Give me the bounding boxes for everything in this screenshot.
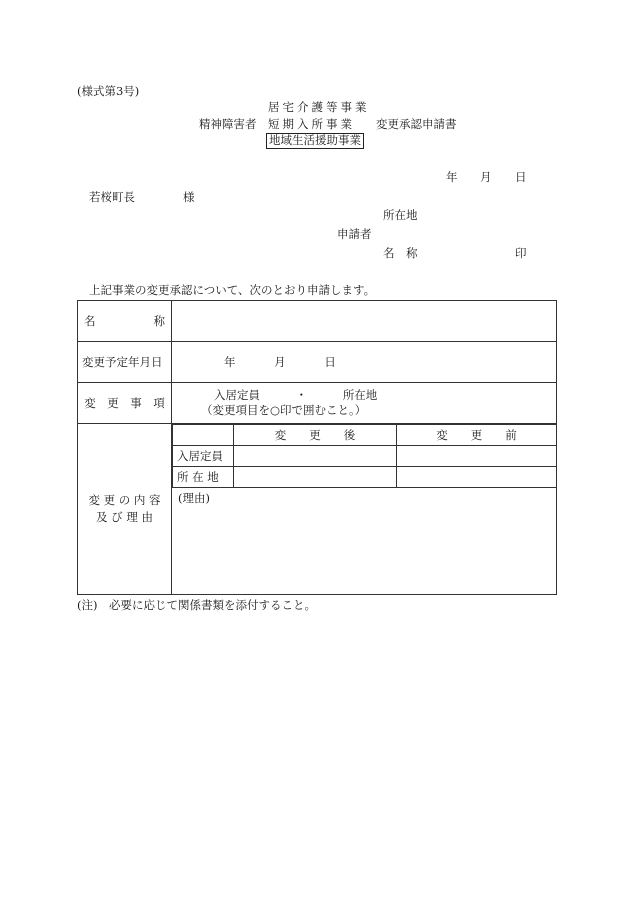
title-applicant-type: 精神障害者 (199, 117, 257, 131)
detail-label-line2: 及 び 理 由 (96, 510, 153, 524)
item-option-address: 所在地 (342, 388, 378, 402)
reason-label: (理由) (178, 491, 210, 505)
col-before-header: 変 更 前 (397, 425, 557, 446)
item-option-capacity: 入居定員 (214, 388, 260, 402)
capacity-before-cell[interactable] (397, 446, 557, 467)
change-date-year: 年 (224, 355, 236, 369)
seal-mark: 印 (515, 246, 527, 260)
col-after-header: 変 更 後 (234, 425, 397, 446)
date-year: 年 (446, 170, 458, 184)
change-item-label: 変 更 事 項 (84, 396, 165, 410)
title-suffix: 変更承認申請書 (376, 117, 457, 131)
applicant-label: 申請者 (337, 227, 372, 241)
name-value-cell[interactable] (172, 301, 557, 342)
applicant-address-label: 所在地 (383, 208, 418, 222)
title-service-community-support: 地域生活援助事業 (266, 133, 364, 149)
name-label-b: 称 (153, 314, 165, 328)
change-date-label: 変更予定年月日 (82, 355, 163, 369)
change-date-day: 日 (324, 355, 336, 369)
change-date-month: 月 (274, 355, 286, 369)
address-before-cell[interactable] (397, 467, 557, 488)
name-label-cell (78, 301, 172, 342)
applicant-name-label: 名 称 (383, 246, 418, 260)
change-date-value-cell[interactable] (172, 342, 557, 383)
application-table (77, 300, 557, 595)
row-address-label: 所 在 地 (173, 467, 234, 488)
title-service-short-stay: 短期入所事業 (268, 117, 355, 131)
footnote: (注) 必要に応じて関係書類を添付すること。 (77, 598, 316, 612)
address-after-cell[interactable] (234, 467, 397, 488)
addressee-honorific: 様 (183, 190, 195, 204)
detail-label-cell (78, 424, 172, 595)
form-number: (様式第3号) (77, 84, 140, 98)
change-item-value-cell[interactable] (172, 383, 557, 424)
title-service-home-care: 居宅介護等事業 (268, 100, 370, 114)
detail-label-line1: 変 更 の 内 容 (88, 493, 161, 507)
item-option-dot: ・ (295, 388, 308, 402)
addressee-name: 若桜町長 (89, 190, 135, 204)
intro-text: 上記事業の変更承認について、次のとおり申請します。 (89, 283, 376, 297)
detail-value-cell (172, 424, 557, 595)
inner-header-blank (173, 425, 234, 446)
change-item-label-cell (78, 383, 172, 424)
row-capacity-label: 入居定員 (173, 446, 234, 467)
detail-inner-table (172, 424, 556, 488)
item-note: （変更項目を○印で囲むこと。） (201, 403, 367, 417)
date-day: 日 (515, 170, 527, 184)
name-label-a: 名 (84, 314, 96, 328)
change-date-label-cell (78, 342, 172, 383)
date-month: 月 (480, 170, 492, 184)
capacity-after-cell[interactable] (234, 446, 397, 467)
